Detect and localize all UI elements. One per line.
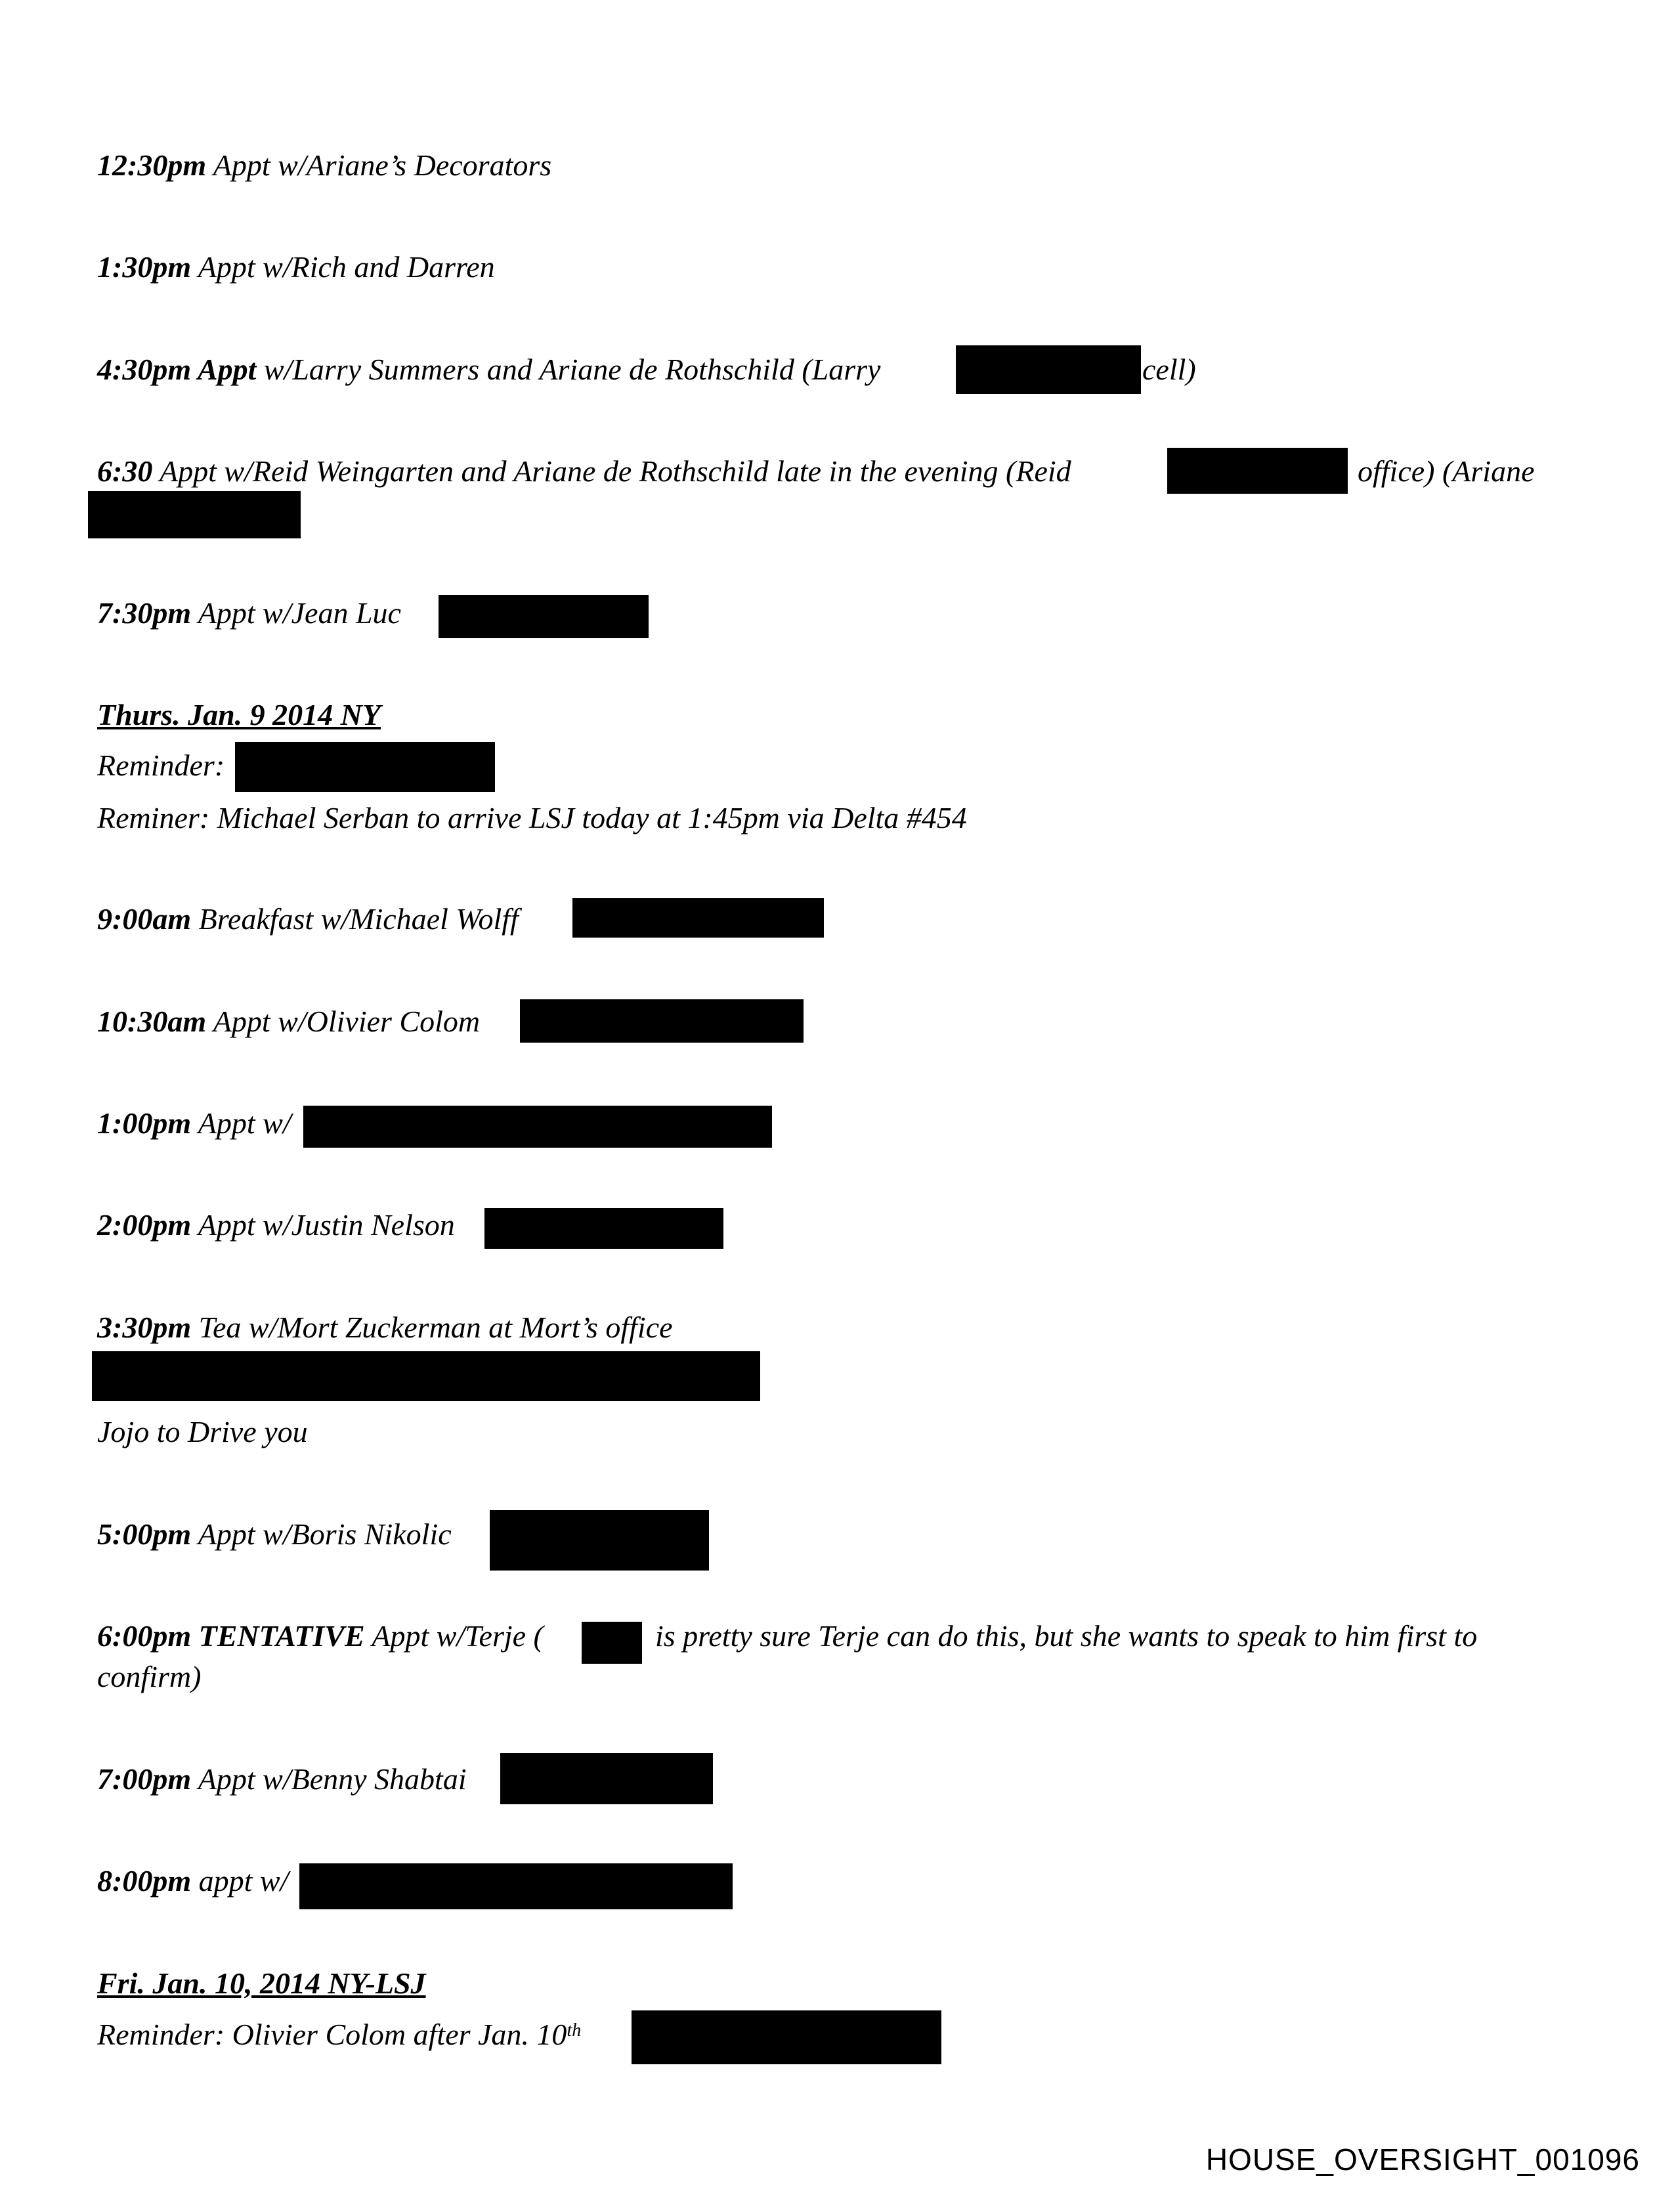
schedule-entry	[97, 1207, 455, 1244]
entry-text: appt w/	[198, 1864, 289, 1898]
redaction-block	[632, 2010, 941, 2064]
entry-time: 2:00pm	[97, 1208, 192, 1242]
schedule-entry	[97, 1863, 288, 1899]
entry-time: 6:00pm TENTATIVE	[97, 1619, 365, 1653]
entry-time: 4:30pm Appt	[97, 353, 257, 386]
schedule-entry	[97, 901, 519, 938]
entry-text: Appt w/Justin Nelson	[198, 1208, 455, 1242]
entry-text: Appt w/Boris Nikolic	[198, 1517, 452, 1551]
schedule-entry	[97, 453, 1071, 490]
schedule-entry	[97, 147, 551, 184]
entry-time: 9:00am	[97, 902, 192, 936]
entry-time: 12:30pm	[97, 148, 207, 182]
entry-text: Appt w/Olivier Colom	[213, 1005, 481, 1038]
redaction-block	[303, 1106, 772, 1148]
redaction-block	[88, 491, 301, 538]
schedule-entry	[97, 1618, 544, 1655]
note: Jojo to Drive you	[97, 1415, 308, 1448]
schedule-entry	[97, 1003, 480, 1040]
redaction-block	[520, 999, 804, 1043]
redaction-block	[235, 742, 495, 792]
entry-text: w/Larry Summers and Ariane de Rothschild (Larry	[263, 353, 881, 386]
redaction-block	[299, 1863, 733, 1909]
schedule-entry	[97, 351, 880, 388]
redaction-block	[1167, 448, 1348, 494]
redaction-block	[500, 1753, 713, 1804]
redaction-block	[490, 1510, 709, 1571]
redaction-block	[92, 1351, 760, 1401]
entry-text-after: cell)	[1142, 353, 1196, 386]
day-heading: Thurs. Jan. 9 2014 NY	[97, 698, 381, 731]
entry-time: 10:30am	[97, 1005, 207, 1038]
entry-time: 8:00pm	[97, 1864, 192, 1898]
redaction-block	[956, 345, 1141, 394]
schedule-entry	[97, 1516, 452, 1553]
entry-text: Appt w/	[198, 1106, 291, 1140]
entry-time: 7:30pm	[97, 596, 192, 630]
redaction-block	[439, 595, 649, 638]
entry-time: 7:00pm	[97, 1762, 192, 1796]
entry-text: Appt w/Rich and Darren	[198, 250, 495, 284]
entry-time: 3:30pm	[97, 1311, 192, 1344]
entry-text: Tea w/Mort Zuckerman at Mort’s office	[198, 1311, 673, 1344]
entry-text: Appt w/Jean Luc	[198, 596, 401, 630]
entry-text: Breakfast w/Michael Wolff	[198, 902, 519, 936]
entry-time: 1:00pm	[97, 1106, 192, 1140]
entry-text-continued: confirm)	[97, 1660, 202, 1693]
schedule-entry	[97, 595, 401, 632]
redaction-block	[484, 1208, 723, 1249]
reminder: Reminder:	[97, 748, 225, 782]
day-heading: Fri. Jan. 10, 2014 NY-LSJ	[97, 1966, 426, 2000]
schedule-entry	[97, 1309, 673, 1346]
entry-time: 5:00pm	[97, 1517, 192, 1551]
entry-time: 1:30pm	[97, 250, 192, 284]
entry-time: 6:30	[97, 454, 153, 488]
entry-text-after: office) (Ariane	[1358, 454, 1535, 488]
entry-text: Appt w/Ariane’s Decorators	[213, 148, 552, 182]
entry-text: Appt w/Benny Shabtai	[198, 1762, 467, 1796]
redaction-block	[582, 1622, 642, 1664]
schedule-entry	[97, 1105, 291, 1142]
schedule-entry	[97, 1761, 467, 1798]
entry-text: Appt w/Reid Weingarten and Ariane de Rothschild late in the evening (Reid	[160, 454, 1071, 488]
bates-number: HOUSE_OVERSIGHT_001096	[1205, 2142, 1640, 2177]
schedule-entry	[97, 249, 495, 286]
reminder-superscript: th	[567, 2020, 582, 2041]
entry-text-after: is pretty sure Terje can do this, but she wants to speak to him first to	[655, 1619, 1478, 1653]
entry-text: Appt w/Terje (	[372, 1619, 544, 1653]
redaction-block	[572, 898, 824, 938]
reminder: Reminer: Michael Serban to arrive LSJ today at 1:45pm via Delta #454	[97, 801, 967, 835]
reminder	[97, 2016, 581, 2053]
reminder-text: Reminder: Olivier Colom after Jan. 10	[97, 2018, 567, 2051]
